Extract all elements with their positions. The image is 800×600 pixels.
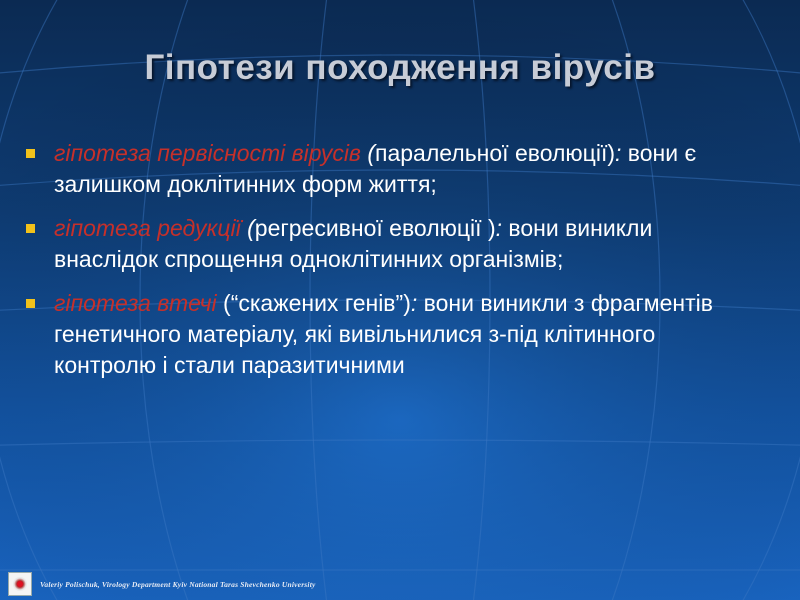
hypothesis-text: вони виникли з фрагментів генетичного матеріалу, які вивільнилися з-під клітинного контролю і стали паразитичними — [54, 290, 713, 378]
hypothesis-text: : — [495, 215, 502, 241]
hypothesis-text: регресивної еволюції ) — [254, 215, 496, 241]
hypothesis-name: гіпотеза редукції — [54, 215, 241, 241]
hypothesis-text: паралельної еволюції) — [375, 140, 615, 166]
hypothesis-item — [22, 138, 762, 200]
hypothesis-text: : — [615, 140, 622, 166]
square-bullet-icon — [26, 224, 35, 233]
footer — [8, 572, 316, 596]
square-bullet-icon — [26, 299, 35, 308]
hypothesis-text: ( — [360, 140, 375, 166]
square-bullet-icon — [26, 149, 35, 158]
university-logo-icon — [8, 572, 32, 596]
hypothesis-text: вони є залишком доклітинних форм життя; — [54, 140, 697, 197]
hypothesis-text: : — [410, 290, 418, 316]
hypothesis-name: гіпотеза втечі — [54, 290, 217, 316]
hypothesis-item — [22, 213, 762, 275]
hypothesis-text: (“скажених генів”) — [216, 290, 411, 316]
hypothesis-item — [22, 288, 762, 381]
hypothesis-text: ( — [240, 215, 255, 241]
footer-credit: Valeriy Polischuk, Virology Department Kyiv National Taras Shevchenko University — [40, 579, 316, 589]
hypothesis-text: вони виникли внаслідок спрощення одноклітинних організмів; — [54, 215, 653, 272]
slide-title: Гіпотези походження вірусів — [144, 48, 656, 87]
hypotheses-list — [22, 138, 762, 394]
hypothesis-name: гіпотеза первісності вірусів — [54, 140, 361, 166]
